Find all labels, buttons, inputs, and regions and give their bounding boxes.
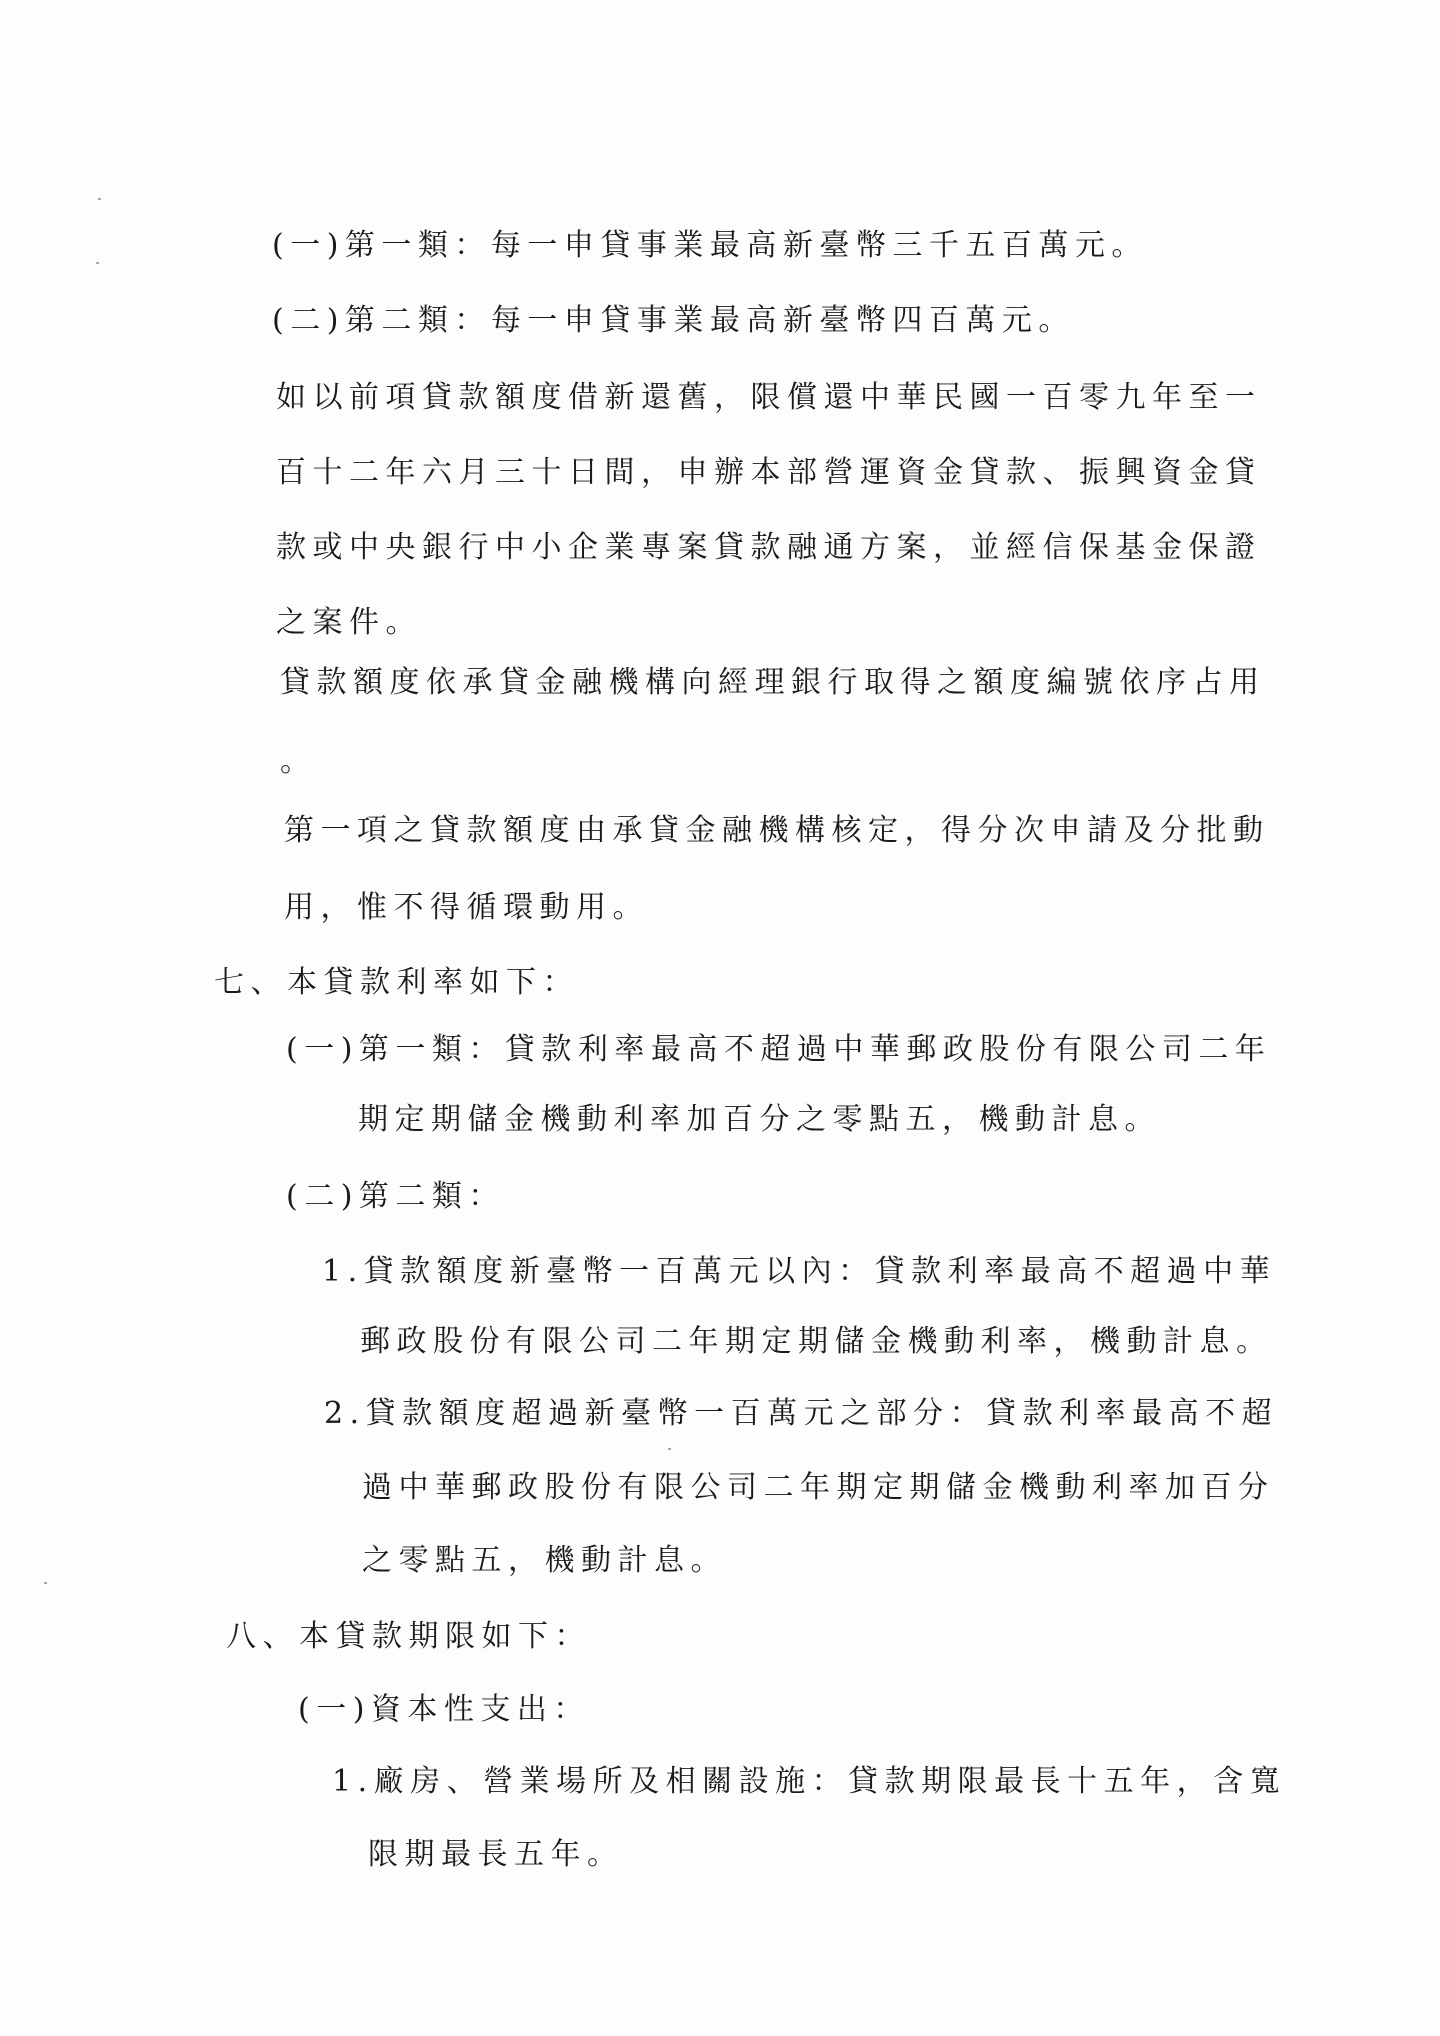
paragraph-line: (二)第二類： xyxy=(286,1179,505,1214)
section-heading: 八、本貸款期限如下： xyxy=(226,1619,591,1654)
paragraph-line: 百十二年六月三十日間，申辦本部營運資金貸款、振興資金貸 xyxy=(276,455,1262,490)
paragraph-line: 1.廠房、營業場所及相關設施：貸款期限最長十五年，含寬 xyxy=(332,1764,1287,1799)
paragraph-line: 款或中央銀行中小企業專案貸款融通方案，並經信保基金保證 xyxy=(276,530,1262,565)
scan-speck xyxy=(44,1582,47,1584)
paragraph-line: 期定期儲金機動利率加百分之零點五，機動計息。 xyxy=(358,1102,1161,1137)
paragraph-line: 1.貸款額度新臺幣一百萬元以內：貸款利率最高不超過中華 xyxy=(322,1254,1277,1289)
paragraph-line: 限期最長五年。 xyxy=(368,1837,624,1872)
section-heading: 七、本貸款利率如下： xyxy=(214,965,579,1000)
paragraph-line: 之零點五，機動計息。 xyxy=(362,1543,727,1578)
paragraph-line: 貸款額度依承貸金融機構向經理銀行取得之額度編號依序占用 xyxy=(280,665,1266,700)
scan-speck xyxy=(668,1448,671,1450)
paragraph-line: (一)資本性支出： xyxy=(298,1692,590,1727)
paragraph-line: 第一項之貸款額度由承貸金融機構核定，得分次申請及分批動 xyxy=(284,813,1270,848)
paragraph-line: 。 xyxy=(280,744,317,779)
paragraph-line: 之案件。 xyxy=(276,605,422,640)
paragraph-line: 郵政股份有限公司二年期定期儲金機動利率，機動計息。 xyxy=(360,1324,1273,1359)
paragraph-line: 過中華郵政股份有限公司二年期定期儲金機動利率加百分 xyxy=(362,1470,1275,1505)
paragraph-line: 用，惟不得循環動用。 xyxy=(284,890,649,925)
paragraph-line: (一)第一類：每一申貸事業最高新臺幣三千五百萬元。 xyxy=(272,228,1148,263)
scan-speck xyxy=(96,262,99,264)
paragraph-line: (二)第二類：每一申貸事業最高新臺幣四百萬元。 xyxy=(272,303,1075,338)
scan-speck xyxy=(98,198,101,200)
paragraph-line: 如以前項貸款額度借新還舊，限償還中華民國一百零九年至一 xyxy=(276,380,1262,415)
paragraph-line: 2.貸款額度超過新臺幣一百萬元之部分：貸款利率最高不超 xyxy=(324,1396,1279,1431)
paragraph-line: (一)第一類：貸款利率最高不超過中華郵政股份有限公司二年 xyxy=(286,1032,1272,1067)
